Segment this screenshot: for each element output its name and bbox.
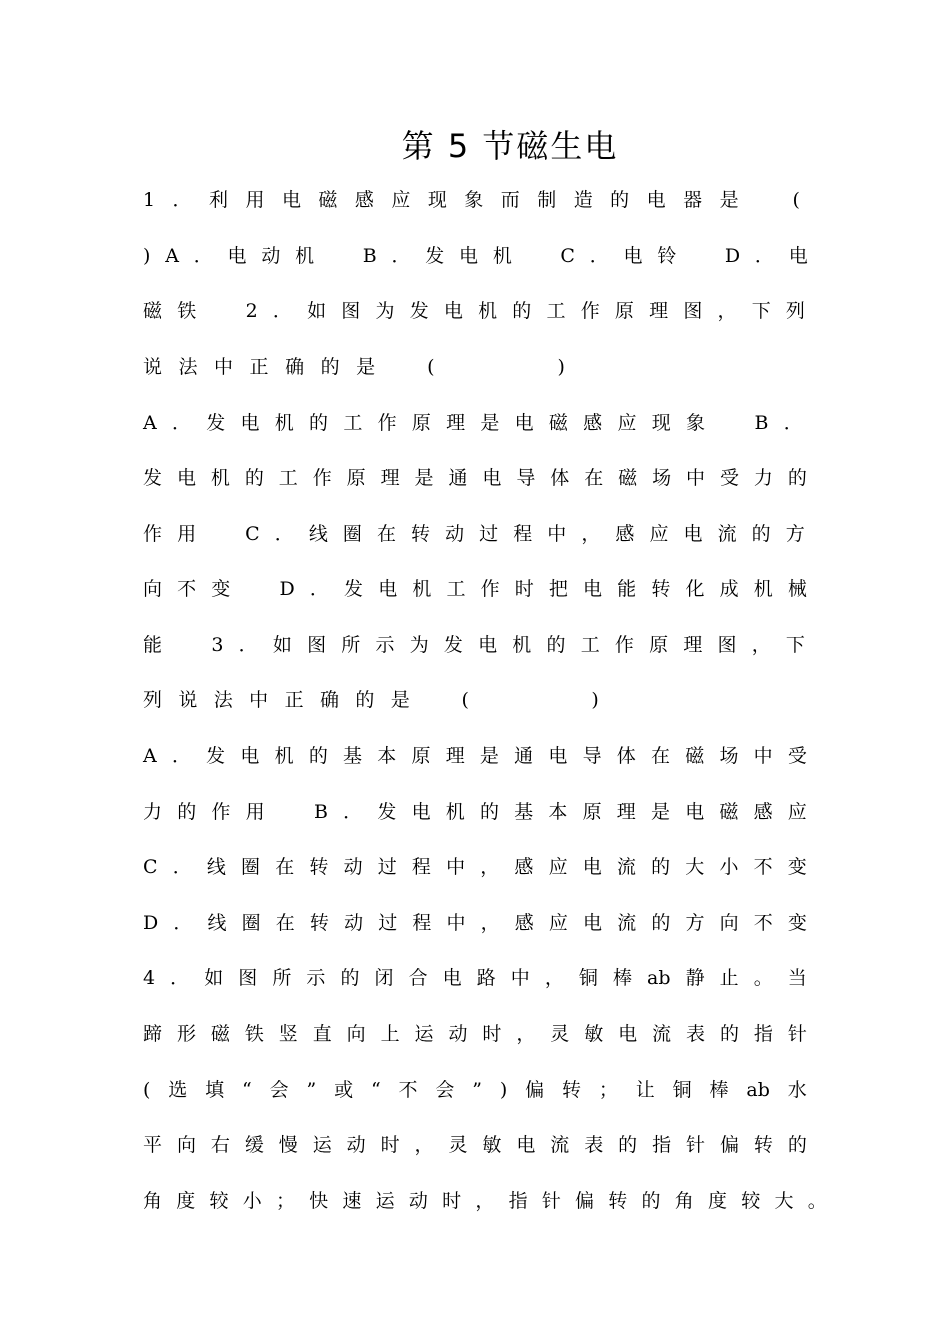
- text-line: 平 向 右 缓 慢 运 动 时 ， 灵 敏 电 流 表 的 指 针 偏 转 的: [143, 1134, 807, 1156]
- text-line: 向 不 变 D ． 发 电 机 工 作 时 把 电 能 转 化 成 机 械: [143, 578, 807, 600]
- text-line: 作 用 C ． 线 圈 在 转 动 过 程 中 ， 感 应 电 流 的 方: [143, 523, 805, 545]
- text-line: 磁 铁 2 ． 如 图 为 发 电 机 的 工 作 原 理 图 ， 下 列: [143, 300, 805, 322]
- text-line: 1 ． 利 用 电 磁 感 应 现 象 而 制 造 的 电 器 是 (: [143, 189, 800, 211]
- text-line: 4 ． 如 图 所 示 的 闭 合 电 路 中 ， 铜 棒 ab 静 止 。 当: [143, 967, 807, 989]
- text-line: D ． 线 圈 在 转 动 过 程 中 ， 感 应 电 流 的 方 向 不 变: [143, 912, 807, 934]
- text-line: 力 的 作 用 B ． 发 电 机 的 基 本 原 理 是 电 磁 感 应: [143, 801, 807, 823]
- text-line: 发 电 机 的 工 作 原 理 是 通 电 导 体 在 磁 场 中 受 力 的: [143, 467, 807, 489]
- text-line: 蹄 形 磁 铁 竖 直 向 上 运 动 时 ， 灵 敏 电 流 表 的 指 针: [143, 1023, 807, 1045]
- text-line: ) A ． 电 动 机 B ． 发 电 机 C ． 电 铃 D ． 电: [143, 245, 808, 267]
- text-line: 角 度 较 小 ； 快 速 运 动 时 ， 指 针 偏 转 的 角 度 较 大 。: [143, 1190, 827, 1212]
- text-line: A ． 发 电 机 的 工 作 原 理 是 电 磁 感 应 现 象 B ．: [143, 412, 803, 434]
- text-line: ( 选 填 “ 会 ” 或 “ 不 会 ” ) 偏 转 ； 让 铜 棒 ab 水: [143, 1079, 807, 1101]
- page-title: 第 5 节磁生电: [401, 127, 619, 165]
- text-line: C ． 线 圈 在 转 动 过 程 中 ， 感 应 电 流 的 大 小 不 变: [143, 856, 807, 878]
- text-line: A ． 发 电 机 的 基 本 原 理 是 通 电 导 体 在 磁 场 中 受: [143, 745, 807, 767]
- text-line: 说 法 中 正 确 的 是 ( ): [143, 356, 565, 378]
- text-line: 能 3 ． 如 图 所 示 为 发 电 机 的 工 作 原 理 图 ， 下: [143, 634, 805, 656]
- text-line: 列 说 法 中 正 确 的 是 ( ): [143, 689, 599, 711]
